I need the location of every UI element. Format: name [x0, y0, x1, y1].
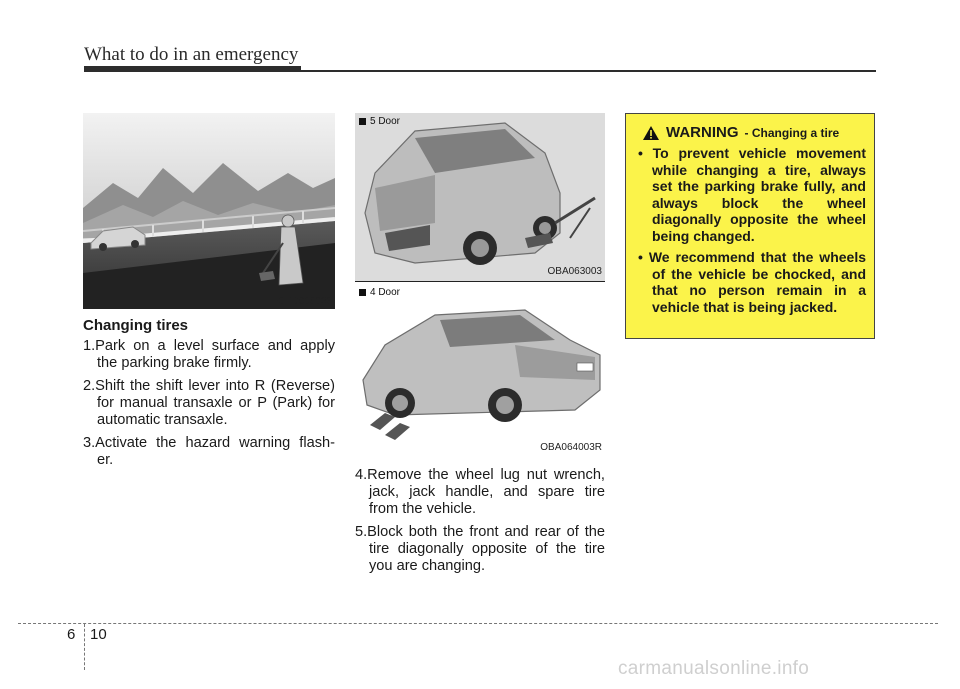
- image-code: OBA063003: [547, 266, 602, 277]
- warning-triangle-icon: [642, 125, 660, 141]
- step-4: 4.Remove the wheel lug nut wrench, jack, jack handle, and spare tire from the vehicle.: [355, 467, 605, 517]
- variant-label-text: 5 Door: [370, 116, 401, 127]
- hatchback-car-image: [355, 113, 605, 281]
- section-title: Changing tires: [83, 317, 189, 334]
- variant-label-5-door: [359, 116, 400, 127]
- warning-subtitle: - Changing a tire: [744, 125, 840, 140]
- header-bar-thin: [301, 70, 876, 72]
- page-number: 10: [90, 626, 107, 643]
- square-bullet-icon: [359, 289, 366, 296]
- warning-item-1: • To prevent vehicle movement while changing a tire, always set the parking brake fully, and always block the wheel diagonally opposite the wheel being changed.: [638, 145, 866, 244]
- image-code: OBA064003R: [540, 442, 602, 453]
- image-divider: [355, 281, 605, 282]
- section-number: 6: [67, 626, 76, 643]
- warning-item-2: • We recommend that the wheels of the vehicle be chocked, and that no person remain in a vehicle that is being jacked.: [638, 249, 866, 315]
- step-5: 5.Block both the front and rear of the tire diagonally opposite of the tire you are changing.: [355, 524, 605, 574]
- middle-column: [355, 113, 605, 455]
- step-3: 3.Activate the hazard warning flash- er.: [83, 435, 335, 468]
- warning-header: [642, 124, 866, 141]
- square-bullet-icon: [359, 118, 366, 125]
- hatchback-illustration: [355, 113, 605, 281]
- variant-label-text: 4 Door: [370, 287, 401, 298]
- middle-steps: [355, 467, 605, 581]
- left-column: [83, 113, 335, 475]
- roadside-scene-image: [83, 113, 335, 309]
- footer-divider: [18, 623, 938, 624]
- image-code: OED066033: [276, 296, 332, 307]
- step-2: 2.Shift the shift lever into R (Reverse) for manual transaxle or P (Park) for automatic transaxle.: [83, 378, 335, 428]
- watermark: carmanualsonline.info: [618, 658, 810, 679]
- roadside-illustration: [83, 113, 335, 309]
- warning-box: [625, 113, 875, 339]
- variant-label-4-door: [359, 287, 400, 298]
- warning-title: WARNING: [666, 124, 739, 141]
- header-bar-thick: [84, 66, 301, 72]
- sedan-car-image: [355, 285, 605, 455]
- header-title: What to do in an emergency: [84, 44, 299, 65]
- sedan-illustration: [355, 285, 605, 455]
- footer-vertical-divider: [84, 624, 85, 670]
- step-1: 1.Park on a level surface and apply the parking brake firmly.: [83, 338, 335, 371]
